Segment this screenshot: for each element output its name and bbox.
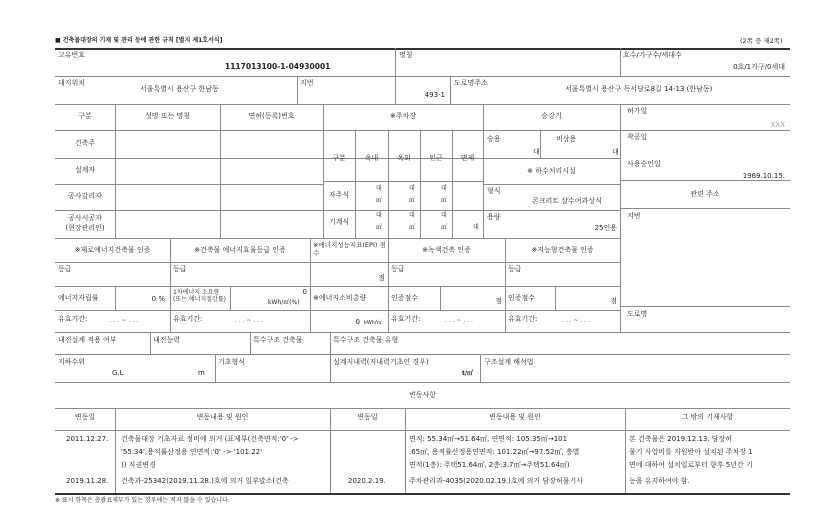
parking-mech-nearby-count: 대 <box>441 212 447 219</box>
change-line-3d: 주차관리과-4035(2020.02.19.)호에 의거 담장허물기사 <box>409 477 583 485</box>
location-value: 서울특별시 용산구 한남동 <box>140 85 219 93</box>
location-label: 대지위치 <box>58 79 86 87</box>
smart-valid-label: 유효기간: <box>508 315 538 323</box>
parking-mech-nearby-area: ㎡ <box>441 224 448 231</box>
other-line-3: 면에 대하여 설치일로부터 향후 5년간 기 <box>629 461 753 469</box>
change-line-2a: 건축과-25342(2019.11.28.)호에 의거 일부말소(건축 <box>121 477 289 485</box>
parking-title: ※주차장 <box>389 112 417 120</box>
footer-note: ※ 표시 항목은 총괄표제부가 있는 경우에는 적지 않을 수 있습니다. <box>55 497 230 504</box>
other-line-1: 본 건축물은 2019.12.13. 담장허 <box>629 435 733 443</box>
people-row-contractor: 공사시공자 <box>68 214 102 222</box>
parking-mech-outdoor-count: 대 <box>409 212 415 219</box>
changes-date-col-right: 변동일 <box>357 413 378 421</box>
change-date-2: 2019.11.28. <box>66 477 109 485</box>
change-date-1: 2011.12.27. <box>66 435 109 443</box>
energy-use-value: 0 <box>355 318 360 326</box>
cert-efficiency: ※건축물 에너지효율등급 인증 <box>194 246 286 254</box>
sewage-title: ※ 하수처리시설 <box>527 167 576 175</box>
sewage-capacity-value: 25인용 <box>594 224 617 232</box>
changes-title: 변동사항 <box>408 391 437 399</box>
parking-self-indoor-area: ㎡ <box>376 197 383 204</box>
approval-label: 사용승인일 <box>627 160 661 168</box>
id-label: 고유번호 <box>58 51 86 59</box>
energy-use-label: ※에너지소비총량 <box>313 294 367 302</box>
parking-row-self: 자주식 <box>328 191 350 199</box>
approval-value: 1969.10.15. <box>742 172 785 180</box>
people-row-owner: 건축주 <box>74 139 96 147</box>
energy-use-unit: kWh/㎡ <box>364 320 382 326</box>
special-type-label: 특수구조 건축물 유형 <box>333 336 399 344</box>
change-line-1c: )) 직권변경 <box>121 461 156 469</box>
people-row-designer: 설계자 <box>74 166 96 174</box>
name-label: 명칭 <box>399 51 413 59</box>
related-lot-label: 지번 <box>627 212 641 220</box>
bearing-label: 설계지내력(지내력기초인 경우) <box>333 358 429 366</box>
people-col-name: 성명 또는 명칭 <box>144 112 191 120</box>
parking-exempt-count: 대 <box>473 224 479 231</box>
change-line-3b: .65㎡, 용적률산정용연면적: 101.22㎡→97.52㎡, 충별 <box>409 448 580 456</box>
green-grade-label: 등급 <box>391 265 405 273</box>
parking-self-nearby-area: ㎡ <box>441 197 448 204</box>
change-line-1b: '55.34',용적률산정용 연면적:'0' -> '101.22' <box>121 448 263 456</box>
road-label: 도로명주소 <box>454 79 488 87</box>
lot-value: 493-1 <box>424 91 445 99</box>
green-valid-dots: . . . ~ . . . <box>445 317 473 324</box>
parking-row-mech: 기계식 <box>328 218 350 226</box>
people-row-supervisor: 공사감리자 <box>68 192 102 200</box>
related-title: 관련 주소 <box>690 190 720 198</box>
primary-energy-value: 0 <box>302 288 307 296</box>
sewage-form-value: 콘크리트 살수여과상식 <box>532 197 602 205</box>
changes-content-col-right: 변동내용 및 원인 <box>489 413 541 421</box>
green-valid-label: 유효기간: <box>391 315 421 323</box>
green-score-label: 인증점수 <box>391 294 419 302</box>
primary-energy-label: 1차에너지 소요량 (또는 에너지절감률) <box>173 289 226 303</box>
units-label: 호수/가구수/세대수 <box>623 51 682 59</box>
form-title: ■ 건축물대장의 기재 및 관리 등에 관한 규칙 [별지 제1호서식] <box>55 37 223 44</box>
primary-energy-unit: kWh/㎡(%) <box>268 299 300 306</box>
efficiency-valid-label: 유효기간: <box>173 315 203 323</box>
seismic-design-label: 내진설계 적용 여부 <box>58 336 117 344</box>
parking-col-type: 구분 <box>332 154 346 162</box>
smart-valid-dots: . . . ~ . . . <box>562 317 590 324</box>
change-line-1a: 건축물대장 기초자료 정비에 의거 (표제부(건축면적:'0' -> <box>121 435 299 443</box>
other-line-4: 능을 유지하여야 함. <box>629 477 690 485</box>
self-sufficiency-label: 에너지자립률 <box>58 294 99 302</box>
parking-col-nearby: 인근 <box>429 154 443 162</box>
special-structure-label: 특수구조 건축물 <box>253 336 303 344</box>
parking-mech-indoor-area: ㎡ <box>376 224 383 231</box>
people-col-license: 면허(등록)번호 <box>248 112 295 120</box>
parking-self-indoor-count: 대 <box>376 185 382 192</box>
changes-content-col-left: 변동내용 및 원인 <box>196 413 249 421</box>
permit-value: XXX <box>770 121 785 129</box>
smart-score-label: 인증점수 <box>508 294 536 302</box>
parking-self-outdoor-count: 대 <box>409 185 415 192</box>
changes-other-col: 그 밖의 기재사항 <box>681 413 734 421</box>
analysis-label: 구조설계 해석법 <box>484 358 534 366</box>
change-date-3: 2020.2.19. <box>348 477 386 485</box>
start-label: 착공일 <box>627 133 648 141</box>
smart-grade-label: 등급 <box>508 265 522 273</box>
parking-mech-outdoor-area: ㎡ <box>409 224 416 231</box>
lot-label: 지번 <box>300 79 314 87</box>
parking-mech-indoor-count: 대 <box>376 212 382 219</box>
seismic-capability-label: 내진능력 <box>153 336 181 344</box>
zero-valid-label: 유효기간: <box>58 315 88 323</box>
people-row-manager: (현장관리인) <box>65 224 105 232</box>
zero-grade-label: 등급 <box>58 265 72 273</box>
efficiency-grade-label: 등급 <box>173 265 187 273</box>
road-value: 서울특별시 용산구 독서당로8길 14-13 (한남동) <box>565 85 713 93</box>
permit-label: 허가일 <box>627 107 648 115</box>
bearing-unit: t/㎡ <box>462 370 474 377</box>
change-line-3a: 면적: 55.34㎡→51.64㎡, 연면적: 105.35㎡→101 <box>409 435 568 443</box>
zero-valid-dots: . . . ~ . . . <box>110 317 138 324</box>
people-col-type: 구분 <box>78 112 92 120</box>
changes-date-col-left: 변동일 <box>74 413 96 421</box>
cert-smart: ※지능형건축물 인증 <box>531 246 594 254</box>
parking-self-nearby-count: 대 <box>441 185 447 192</box>
page-indicator: (2쪽 중 제2쪽) <box>740 37 783 45</box>
id-value: 1117013100-1-04930001 <box>225 62 331 71</box>
smart-score-unit: 점 <box>610 297 617 305</box>
foundation-label: 기초형식 <box>218 358 246 366</box>
cert-zero-energy: ※제로에너지건축물 인증 <box>74 246 151 254</box>
parking-col-exempt: 면제 <box>460 154 475 162</box>
parking-col-outdoor: 옥외 <box>397 154 411 162</box>
related-road-label: 도로명 <box>627 310 648 318</box>
efficiency-valid-dots: . . . ~ . . . <box>235 317 263 324</box>
parking-self-outdoor-area: ㎡ <box>409 197 416 204</box>
units-value: 0호/1가구/0세대 <box>733 63 785 71</box>
sewage-form-label: 형식 <box>487 187 501 195</box>
parking-col-indoor: 옥내 <box>364 154 379 162</box>
cert-epi: ※에너지성능지표(EPI) 점수 <box>313 241 386 257</box>
green-score-unit: 점 <box>495 297 502 305</box>
elevator-passenger: 승용 <box>487 135 501 143</box>
groundwater-gl: G.L <box>112 369 124 377</box>
elevator-emergency: 비상용 <box>556 135 577 143</box>
change-line-3c: 면적(1층): 주택51.64㎡, 2층:3.7㎡→주택51.64㎡) <box>409 461 570 469</box>
epi-score-unit: 점 <box>378 274 385 282</box>
groundwater-unit: m <box>198 369 205 377</box>
other-line-2: 물기 사업비를 지원받아 설치된 주차장 1 <box>629 448 753 456</box>
self-sufficiency-value: 0 % <box>151 295 165 303</box>
cert-green: ※녹색건축 인증 <box>422 246 471 254</box>
elevator-emergency-unit: 대 <box>612 148 619 156</box>
elevator-title: 승강기 <box>541 112 562 120</box>
groundwater-label: 지하수위 <box>58 358 86 366</box>
elevator-passenger-unit: 대 <box>533 148 540 156</box>
sewage-capacity-label: 용량 <box>487 213 501 221</box>
